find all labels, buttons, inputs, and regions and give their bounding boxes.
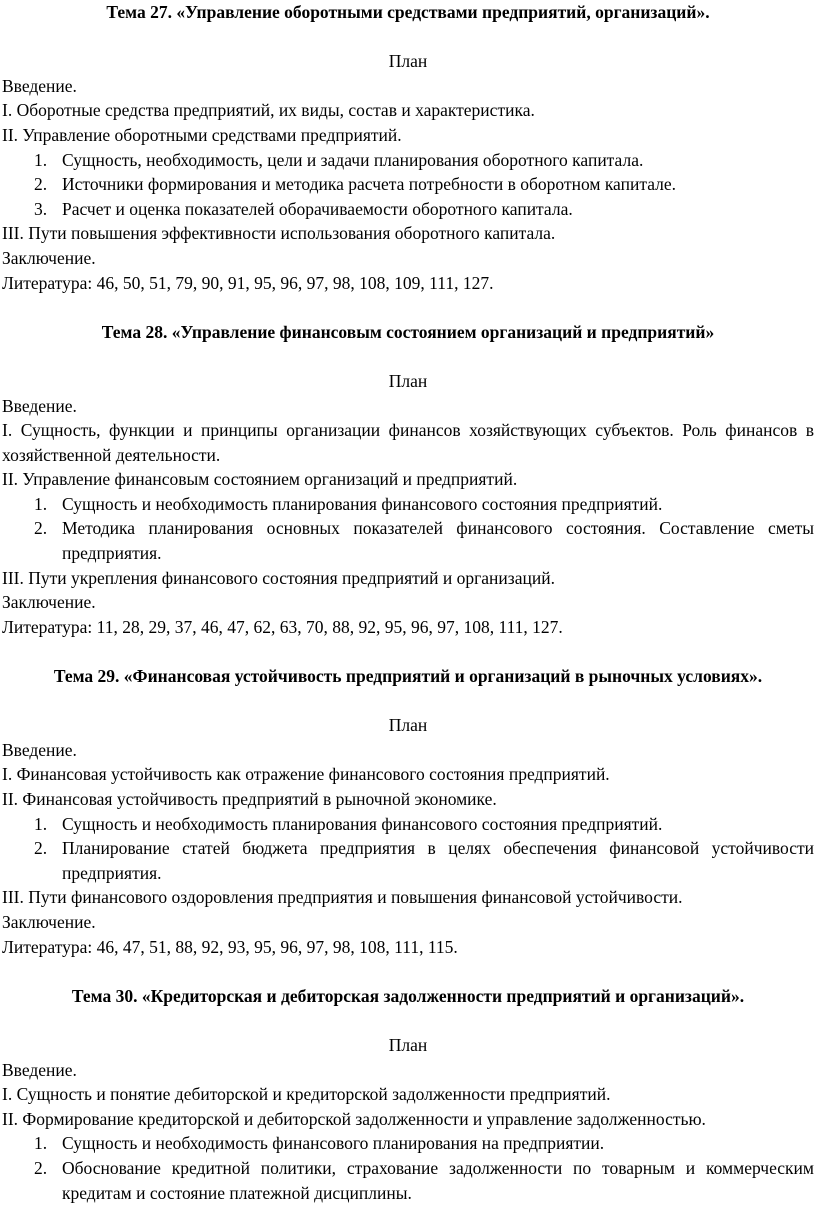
list-item: 1. Сущность и необходимость планирования финансового состояния предприятий.: [34, 813, 663, 834]
list-item: 3. Расчет и оценка показателей оборачиваемости оборотного капитала.: [34, 198, 573, 219]
topic-title: Тема 28. «Управление финансовым состоянием организаций и предприятий»: [101, 321, 715, 342]
section-1: I. Финансовая устойчивость как отражение финансового состояния предприятий.: [2, 764, 610, 785]
section-3: III. Пути укрепления финансового состояния предприятий и организаций.: [2, 567, 555, 588]
section-1: I. Сущность и понятие дебиторской и кредиторской задолженности предприятий.: [2, 1084, 611, 1105]
intro-line: Введение.: [2, 75, 77, 96]
plan-label: План: [388, 51, 428, 72]
topic-27: [2, 0, 814, 295]
topic-30: [2, 984, 814, 1205]
topic-title: Тема 30. «Кредиторская и дебиторская задолженности предприятий и организаций».: [71, 985, 745, 1006]
section-1: I. Оборотные средства предприятий, их виды, состав и характеристика.: [2, 100, 535, 121]
literature-line: Литература: 11, 28, 29, 37, 46, 47, 62, 63, 70, 88, 92, 95, 96, 97, 108, 111, 127.: [2, 616, 563, 637]
section-3: III. Пути финансового оздоровления предприятия и повышения финансовой устойчивости.: [2, 887, 683, 908]
list-item: 2. Методика планирования основных показателей финансового состояния. Составление сметы предприятия.: [34, 518, 814, 564]
intro-line: Введение.: [2, 395, 77, 416]
plan-label: План: [388, 1034, 428, 1055]
topic-28: [2, 320, 814, 640]
intro-line: Введение.: [2, 739, 77, 760]
section-2: II. Управление оборотными средствами предприятий.: [2, 124, 402, 145]
intro-line: Введение.: [2, 1059, 77, 1080]
sub-item-list: [2, 1131, 814, 1205]
section-1: I. Сущность, функции и принципы организации финансов хозяйствующих субъектов. Роль финансов в хозяйственной деятельности.: [2, 420, 814, 465]
sub-item-list: [2, 812, 814, 886]
list-item: 1. Сущность и необходимость планирования финансового состояния предприятий.: [34, 493, 663, 514]
sub-item-list: [2, 148, 814, 222]
section-2: II. Формирование кредиторской и дебиторской задолженности и управление задолженностью.: [2, 1108, 706, 1129]
section-2: II. Управление финансовым состоянием организаций и предприятий.: [2, 469, 518, 490]
conclusion-line: Заключение.: [2, 592, 96, 613]
list-item: 1. Сущность и необходимость финансового планирования на предприятии.: [34, 1133, 605, 1154]
conclusion-line: Заключение.: [2, 911, 96, 932]
literature-line: Литература: 46, 47, 51, 88, 92, 93, 95, 96, 97, 98, 108, 111, 115.: [2, 936, 458, 957]
topic-29: [2, 664, 814, 959]
sub-item-list: [2, 492, 814, 566]
list-item: 1. Сущность, необходимость, цели и задачи планирования оборотного капитала.: [34, 149, 644, 170]
section-3: III. Пути повышения эффективности использования оборотного капитала.: [2, 223, 556, 244]
list-item: 2. Планирование статей бюджета предприятия в целях обеспечения финансовой устойчивости предприятия.: [34, 838, 814, 883]
list-item: 2. Обоснование кредитной политики, страхование задолженности по товарным и коммерческим кредитам и состояние платежной дисциплины.: [34, 1157, 814, 1203]
list-item: 2. Источники формирования и методика расчета потребности в оборотном капитале.: [34, 174, 676, 195]
topic-title: Тема 27. «Управление оборотными средствами предприятий, организаций».: [106, 2, 710, 22]
literature-line: Литература: 46, 50, 51, 79, 90, 91, 95, 96, 97, 98, 108, 109, 111, 127.: [2, 272, 494, 293]
plan-label: План: [388, 715, 428, 736]
topic-title: Тема 29. «Финансовая устойчивость предприятий и организаций в рыночных условиях».: [53, 666, 763, 687]
conclusion-line: Заключение.: [2, 247, 96, 268]
plan-label: План: [388, 370, 428, 391]
section-2: II. Финансовая устойчивость предприятий в рыночной экономике.: [2, 789, 497, 809]
